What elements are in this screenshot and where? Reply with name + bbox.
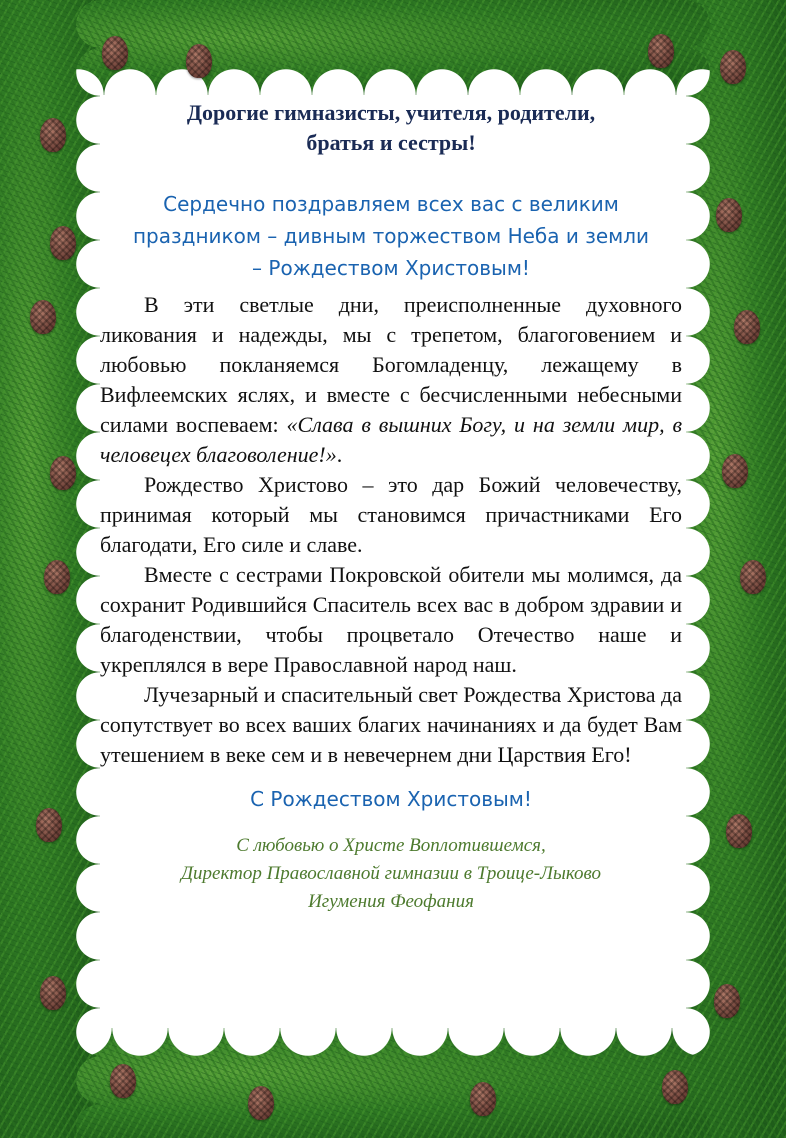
- paragraph-4: Лучезарный и спасительный свет Рождества Христова да сопутствует во всех ваших благих начинаниях и да будет Вам утешением в веке сем и в невечернем дни Царствия Его!: [100, 682, 682, 767]
- pine-cone-icon: [716, 198, 742, 232]
- paragraph-2: Рождество Христово – это дар Божий человечеству, принимая который мы становимся причастниками Его благодати, Его силе и славе.: [100, 472, 682, 557]
- paragraph-3: Вместе с сестрами Покровской обители мы молимся, да сохранит Родившийся Спаситель всех вас в добром здравии и благоденствии, чтобы процветало Отечество наше и укреплялся в вере Православной народ наш.: [100, 562, 682, 677]
- letter-body: [100, 290, 682, 770]
- pine-cone-icon: [102, 36, 128, 70]
- subtitle-line-3: – Рождеством Христовым!: [252, 256, 530, 280]
- garland-right: [686, 0, 786, 1138]
- pine-cone-icon: [714, 984, 740, 1018]
- pine-cone-icon: [470, 1082, 496, 1116]
- subtitle-line-2: праздником – дивным торжеством Неба и земли: [132, 224, 650, 248]
- paragraph-1-end: .: [336, 442, 343, 467]
- pine-cone-icon: [648, 34, 674, 68]
- signature-line-1: С любовью о Христе Воплотившемся,: [236, 835, 546, 856]
- pine-cone-icon: [186, 44, 212, 78]
- pine-cone-icon: [30, 300, 56, 334]
- pine-cone-icon: [726, 814, 752, 848]
- pine-cone-icon: [248, 1086, 274, 1120]
- signature-line-3: Игумения Феофания: [308, 891, 474, 912]
- letter-subtitle: [100, 188, 682, 284]
- pine-cone-icon: [722, 454, 748, 488]
- signature-block: [100, 832, 682, 916]
- pine-cone-icon: [720, 50, 746, 84]
- pine-cone-icon: [40, 976, 66, 1010]
- title-line-1: Дорогие гимназисты, учителя, родители,: [186, 100, 596, 125]
- letter-content: [100, 98, 682, 916]
- title-line-2: братья и сестры!: [306, 130, 476, 155]
- pine-cone-icon: [740, 560, 766, 594]
- letter-title: [100, 98, 682, 158]
- christmas-greeting: С Рождеством Христовым!: [250, 787, 532, 811]
- pine-cone-icon: [110, 1064, 136, 1098]
- pine-cone-icon: [40, 118, 66, 152]
- pine-cone-icon: [50, 456, 76, 490]
- paragraph-1: [100, 290, 682, 470]
- paragraph-1-text: В эти светлые дни, преисполненные духовного ликования и надежды, мы с трепетом, благоговением и любовью покланяемся Богомладенцу, лежащему в Вифлеемских яслях, и вместе с бесчисленными небесными силами воспеваем:: [100, 292, 682, 437]
- pine-cone-icon: [36, 808, 62, 842]
- pine-cone-icon: [50, 226, 76, 260]
- signature-line-2: Директор Православной гимназии в Троице-Лыково: [180, 863, 602, 884]
- pine-cone-icon: [662, 1070, 688, 1104]
- paragraph-1-quote: «Слава в вышних Богу, и на земли мир, в человецех благоволение!»: [100, 412, 683, 467]
- pine-cone-icon: [44, 560, 70, 594]
- subtitle-line-1: Сердечно поздравляем всех вас с великим: [163, 192, 619, 216]
- pine-cone-icon: [734, 310, 760, 344]
